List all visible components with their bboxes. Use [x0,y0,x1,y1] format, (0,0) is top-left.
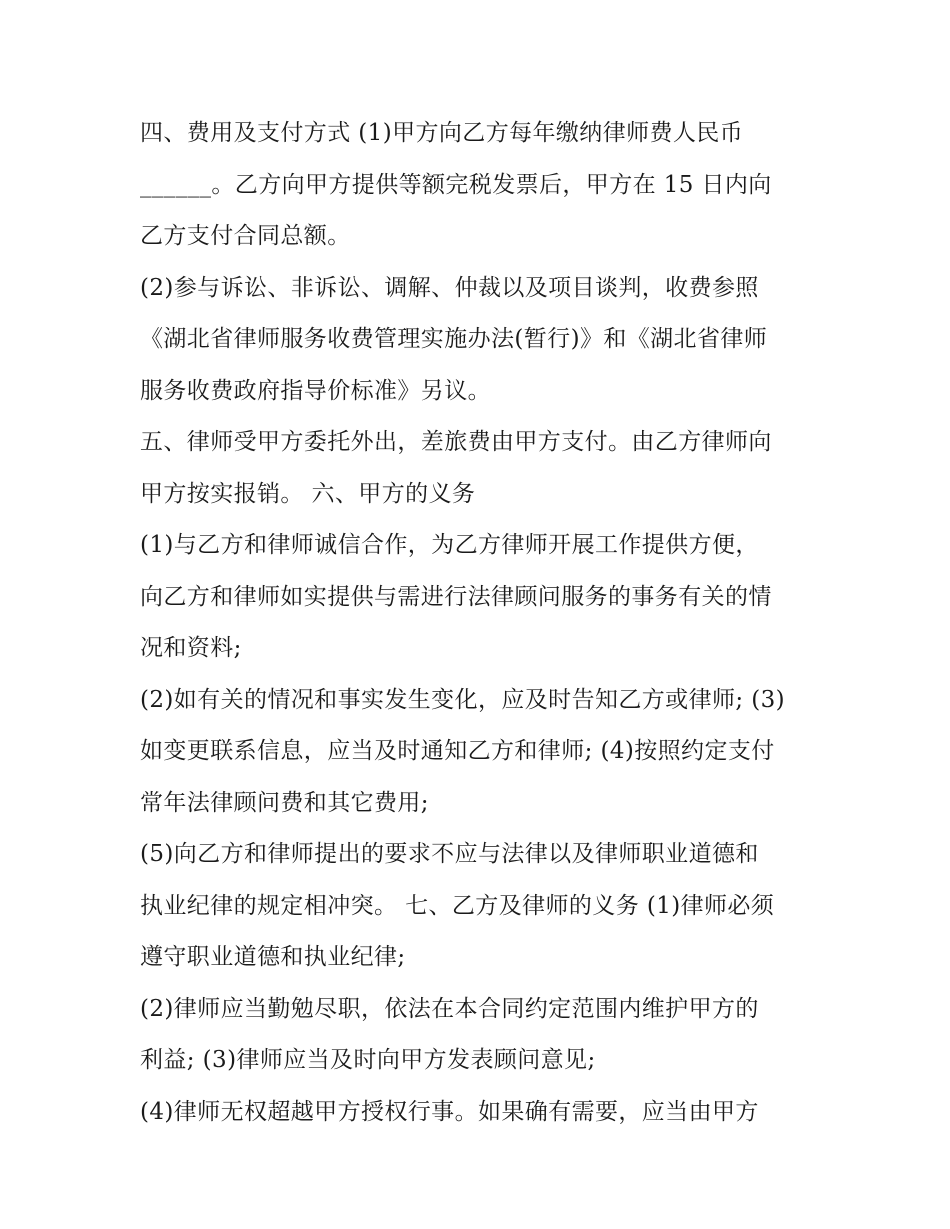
text-line: (4)律师无权超越甲方授权行事。如果确有需要，应当由甲方 [140,1098,759,1125]
text-line: 遵守职业道德和执业纪律; [140,944,406,970]
text-line: 乙方支付合同总额。 [140,223,351,249]
text-line: 五、律师受甲方委托外出，差旅费由甲方支付。由乙方律师向 [140,429,772,455]
text-line: (1)与乙方和律师诚信合作，为乙方律师开展工作提供方便， [140,532,759,558]
text-line: ______。乙方向甲方提供等额完税发票后，甲方在 15 日内向 [140,171,772,198]
text-line: 四、费用及支付方式 (1)甲方向乙方每年缴纳律师费人民币 [140,120,744,146]
text-line: 况和资料; [140,635,242,661]
text-line: 服务收费政府指导价标准》另议。 [140,377,491,404]
text-line: 甲方按实报销。 六、甲方的义务 [140,480,476,507]
text-line: 利益; (3)律师应当及时向甲方发表顾问意见; [140,1047,596,1073]
text-line: 如变更联系信息，应当及时通知乙方和律师; (4)按照约定支付 [140,738,775,764]
text-line: (2)参与诉讼、非诉讼、调解、仲裁以及项目谈判，收费参照 [140,274,759,301]
text-line: (5)向乙方和律师提出的要求不应与法律以及律师职业道德和 [140,841,759,867]
document-body [140,108,820,1138]
text-line: 常年法律顾问费和其它费用; [140,789,429,816]
text-line: 《湖北省律师服务收费管理实施办法(暂行)》和《湖北省律师 [140,326,768,352]
text-line: (2)律师应当勤勉尽职，依法在本合同约定范围内维护甲方的 [140,995,759,1022]
text-line: (2)如有关的情况和事实发生变化，应及时告知乙方或律师; (3) [140,686,786,713]
text-line: 执业纪律的规定相冲突。 七、乙方及律师的义务 (1)律师必须 [140,892,775,919]
text-line: 向乙方和律师如实提供与需进行法律顾问服务的事务有关的情 [140,583,772,610]
